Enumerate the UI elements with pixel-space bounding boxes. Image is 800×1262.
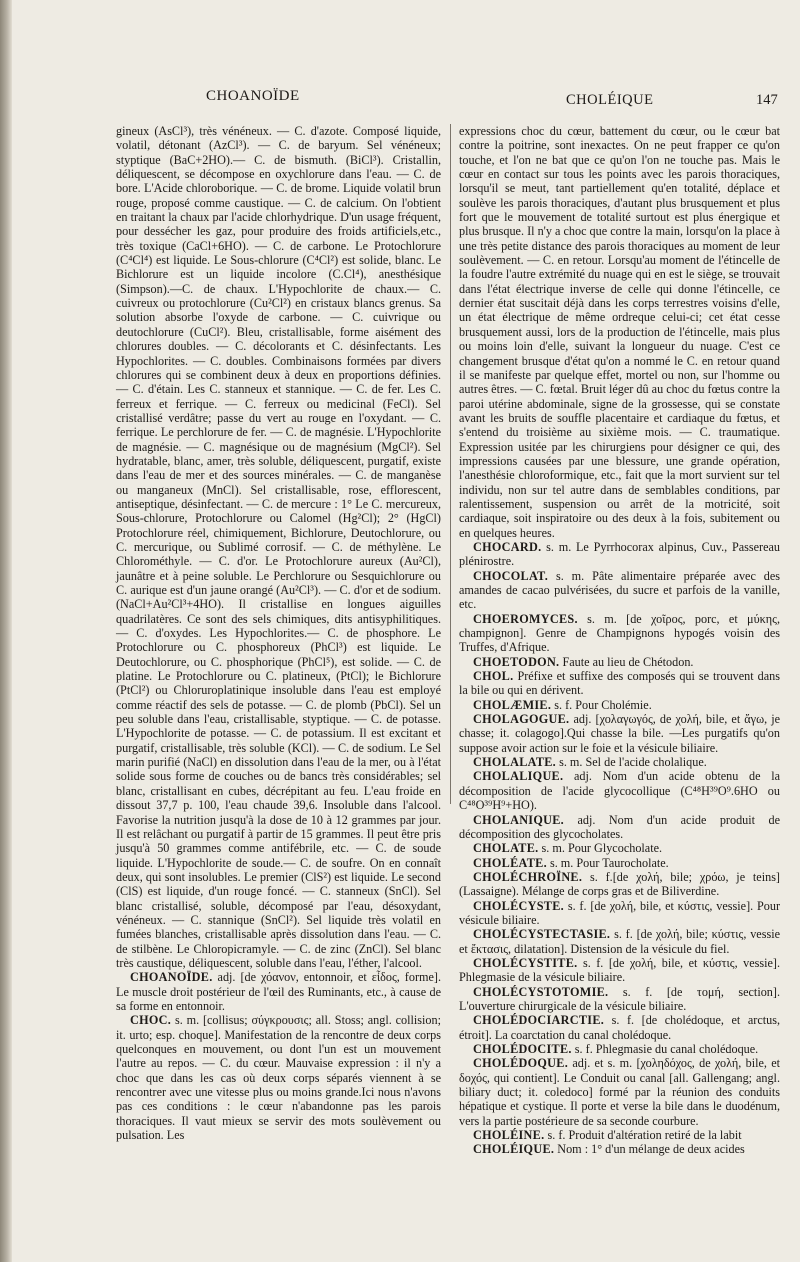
entry-body: s. m. Le Pyrrhocorax alpinus, Cuv., Passereau plénirostre. xyxy=(459,539,780,569)
entry-body: s. f.[de χολή, bile; χρόω, je teins] (Lassaigne). Mélange de corps gras et de Biliverdine. xyxy=(459,869,780,899)
entry-headword: CHOLÉDOQUE. xyxy=(473,1056,569,1071)
entry-headword: CHOLÉATE. xyxy=(473,855,547,870)
entry-headword: CHOLÉCYSTECTASIE. xyxy=(473,927,611,942)
dictionary-entry xyxy=(459,769,780,812)
book-binding-edge xyxy=(0,0,12,1262)
entry-headword: CHOLÉCYSTITE. xyxy=(473,955,578,970)
entry-headword: CHOC. xyxy=(130,1013,172,1028)
entry-headword: CHOLÉCYSTE. xyxy=(473,898,565,913)
dictionary-entry xyxy=(459,927,780,956)
dictionary-entry xyxy=(459,1013,780,1042)
entry-body: adj. [χολαγωγός, de χολή, bile, et ἄγω, je chasse; it. colagogo].Qui chasse la bile. —Les purgatifs qu'on suppose avoir action sur le foie et la vésicule biliaire. xyxy=(459,712,781,755)
right-continuation-text: expressions choc du cœur, battement du cœur, ou le cœur bat contre la poitrine, sont inexactes. On ne peut frapper ce qu'on touche, et l'on ne bat que ce qu'on l'on ne touche pas. Mais le cœur en contact sur tous les points avec les parois thoraciques, lorsqu'il se meut, tant partiellement qu'en totalité, déplace et soulève les parois thoraciques, d'autant plus brusquement et plus fort que le mouvement de totalité surtout est plus énergique et plus brusque. Il n'y a choc que contre la main, lorsqu'on la place à une très petite distance des parois thoraciques au moment de leur soulèvement. — C. en retour. Lorsqu'au moment de l'étincelle de la foudre l'autre extrémité du nuage qui en est le siège, se trouvait dans l'état électrique inverse de celle qui donne l'étincelle, ce dernier état suscitait déjà dans les corps terrestres voisins d'elle, un état électrique de même ordreque celui-ci; cet état cesse brusquement aussi, lors de la production de l'étincelle, mais plus ou moins loin d'elle, suivant la longueur du nuage. C'est ce changement brusque d'état qu'on a nommé le C. en retour quand il se manifeste par quelque effet, mortel ou non, sur l'homme ou autres êtres. — C. fœtal. Bruit léger dû au choc du fœtus contre la paroi utérine abdominale, signe de la grossesse, qui se constate avant les bruits de souffle placentaire et cardiaque du fœtus, et s'entend du troisième au sixième mois. — C. traumatique. Expression usitée par les chirurgiens pour désigner ce qui, des impressions causées par une blessure, une grande opération, l'anesthésie chloroformique, etc., fait que la mort survient sur tel individu, non sur tel autre dans de semblables conditions, par ralentissement, suspension ou arrêt de la motricité, soit cardiaque, soit inspiratoire ou des deux à la fois, subitement ou en quelques heures. xyxy=(459,124,780,540)
right-column xyxy=(459,124,780,1157)
entry-headword: CHOCARD. xyxy=(473,539,542,554)
entry-body: Préfixe et suffixe des composés qui se trouvent dans la bile ou qui en dérivent. xyxy=(459,669,780,698)
entry-body: adj. et s. m. [χοληδόχος, de χολή, bile, et δοχός, qui contient]. Le Conduit ou canal [all. Gallengang; angl. biliary duct; it. coledoco] formé par la réunion des conduits hépatique et cystique. Il porte et verse la bile dans le duodénum, vers la partie postérieure de sa seconde courbure. xyxy=(459,1056,780,1128)
entry-headword: CHOLAGOGUE. xyxy=(473,712,570,727)
dictionary-entry xyxy=(459,899,780,928)
header-right-title: CHOLÉIQUE xyxy=(566,92,654,108)
dictionary-entry xyxy=(459,985,780,1014)
dictionary-entry xyxy=(459,655,780,669)
entry-body: s. m. Pour Glycocholate. xyxy=(541,841,663,856)
entry-headword: CHOLÉDOCIARCTIE. xyxy=(473,1013,605,1028)
entry-headword: CHOLÉDOCITE. xyxy=(473,1042,572,1056)
entry-body: s. f. [de τομή, section]. L'ouverture chirurgicale de la vésicule biliaire. xyxy=(459,984,781,1013)
entry-headword: CHOLALIQUE. xyxy=(473,769,564,784)
entry-body: s. f. [de χολή, bile; κύστις, vessie et ἔκτασις, dilatation]. Distension de la vésicule du fiel. xyxy=(459,927,781,956)
entry-headword: CHOLATE. xyxy=(473,841,539,856)
dictionary-entry xyxy=(459,612,780,655)
entry-headword: CHOANOÏDE. xyxy=(130,970,213,985)
dictionary-entry xyxy=(459,856,780,870)
entry-body: s. f. Phlegmasie du canal cholédoque. xyxy=(574,1042,759,1056)
entry-headword: CHOLÉCYSTOTOMIE. xyxy=(473,984,609,999)
dictionary-entry xyxy=(459,698,780,712)
entry-headword: CHOL. xyxy=(473,669,514,684)
dictionary-entry xyxy=(459,1128,780,1142)
dictionary-entry xyxy=(459,669,780,698)
dictionary-entry xyxy=(116,1013,441,1142)
entry-headword: CHOCOLAT. xyxy=(473,568,549,583)
entry-headword: CHOEROMYCES. xyxy=(473,611,578,626)
entry-body: s. m. Sel de l'acide cholalique. xyxy=(559,755,707,770)
header-left-title: CHOANOÏDE xyxy=(206,88,300,104)
dictionary-entry xyxy=(459,1042,780,1056)
dictionary-entry xyxy=(459,956,780,985)
running-header xyxy=(0,88,800,112)
entry-body: s. f. [de χολή, bile, et κύστις, vessie]. Phlegmasie de la vésicule biliaire. xyxy=(459,955,781,985)
dictionary-entry xyxy=(459,712,780,755)
entry-headword: CHOLÆMIE. xyxy=(473,697,552,712)
entry-body: s. f. Produit d'altération retiré de la labit xyxy=(547,1128,742,1143)
dictionary-entry xyxy=(459,569,780,612)
entry-headword: CHOETODON. xyxy=(473,654,560,669)
dictionary-entry xyxy=(459,1056,780,1128)
entry-headword: CHOLANIQUE. xyxy=(473,812,564,827)
dictionary-entry xyxy=(116,970,441,1013)
entry-headword: CHOLÉINE. xyxy=(473,1128,545,1143)
entry-body: Faute au lieu de Chétodon. xyxy=(562,654,694,669)
entry-body: adj. Nom d'un acide obtenu de la décomposition de l'acide glycocollique (C⁴⁸H³⁹O⁹.6HO ou C⁴⁸O³⁹H⁹+HO). xyxy=(459,769,780,813)
entry-body: s. f. [de cholédoque, et arctus, étroit]. La coarctation du canal cholédoque. xyxy=(459,1013,781,1042)
dictionary-entry xyxy=(459,755,780,769)
dictionary-entry xyxy=(459,1142,780,1156)
entry-body: adj. Nom d'un acide produit de décomposition des glycocholates. xyxy=(459,812,780,841)
entry-body: s. f. Pour Cholémie. xyxy=(554,697,652,712)
entry-body: s. f. [de χολή, bile, et κύστις, vessie]. Pour vésicule biliaire. xyxy=(459,898,780,927)
left-continuation-text: gineux (AsCl³), très vénéneux. — C. d'azote. Composé liquide, volatil, détonant (AzCl³). — C. de baryum. Sel vénéneux; styptique (BaC+2HO).— C. de bismuth. (BiCl³). Cristallin, déliquescent, se décompose en oxychlorure dans l'eau. — C. de bore. L'Acide chloroborique. — C. de brome. Liquide volatil brun rouge, proposé comme caustique. — C. de calcium. On l'obtient en traitant la chaux par l'acide chlorhydrique. D'un usage fréquent, pour dessécher les gaz, pour produire des froids artificiels,etc., très toxique (CaCl+6HO). — C. de carbone. Le Protochlorure (C⁴Cl⁴) est liquide. Le Sous-chlorure (C⁴Cl²) est solide, blanc. Le Bichlorure est un liquide incolore (C.Cl⁴), anesthésique (Simpson).—C. de chaux. L'Hypochlorite de chaux.— C. cuivreux ou protochlorure (Cu²Cl²) en cristaux blancs grenus. Sa solution absorbe l'oxyde de carbone. — C. cuivrique ou deutochlorure (CuCl²). Bleu, cristallisable, forme aisément des chlorures doubles. — C. décolorants et C. désinfectants. Les Hypochlorites. — C. doubles. Combinaisons formées par divers chlorures qui se combinent deux à deux en proportions définies. — C. d'étain. Les C. stanneux et stannique. — C. de fer. Les C. ferreux et ferrique. — C. ferreux ou medicinal (FeCl). Sel cristallisé verdâtre; passe du vert au rouge en l'oxydant. — C. ferrique. Le perchlorure de fer. — C. de magnésie. L'Hypochlorite de magnésie. — C. magnésique ou de magnésium (MgCl²). Sel hydratable, blanc, amer, très soluble, déliquescent, purgatif, existe dans l'eau de mer et des sources minérales. — C. de manganèse ou manganeux (MnCl). Sel cristallisable, rose, efflorescent, antiseptique, désinfectant. — C. de mercure : 1° Le C. mercureux, Sous-chlorure, Protochlorure ou Calomel (Hg²Cl); 2° (HgCl) Protochlorure réel, chimiquement, Bichlorure, Deutochlorure, ou C. mercurique, ou Sublimé corrosif. — C. de méthylène. Le Chlorométhyle. — C. d'or. Le Protochlorure aureux (Au²Cl), jaunâtre et à peine soluble. Le Perchlorure ou Sesquichlorure ou C. aurique est d'un jaune orangé (Au²Cl³). — C. d'or et de sodium. (NaCl+Au²Cl³+4HO). Il cristallise en longues aiguilles quadrilatères. Ce sont des sels chimiques, dits antisyphilitiques. — C. d'oxydes. Les Hypochlorites.— C. de phosphore. Le Protochlorure ou C. phosphoreux (PhCl³) est liquide. Le Deutochlorure, ou C. phosphorique (PhCl⁵), est solide. — C. de platine. Le Protochlorure ou C. platineux, (PtCl); le Bichlorure (PtCl²) ou Chloruroplatinique insoluble dans l'eau est employé comme réactif des sels de potasse. — C. de plomb (PbCl). Sel un peu soluble dans l'eau, cristallisable, styptique. — C. de potasse. L'Hypochlorite de potasse. — C. de potassium. Il est excitant et purgatif, cristallisable, très soluble (KCl). — C. de sodium. Le Sel marin purifié (NaCl) en dissolution dans l'eau de la mer, ou à l'état solide sous forme de couches ou de bancs très considérables; sel blanc, cristallisant en cubes, décrépitant au feu. L'eau froide en dissout 37,7 p. 100, l'eau chaude 39,6. Insoluble dans l'alcool. Favorise la nutrition jusqu'à la dose de 10 à 12 grammes par jour. Il est relâchant ou purgatif à partir de 15 grammes. Il peut être pris jusqu'à 50 grammes comme antifébrile, etc. — C. de soude liquide. L'Hypochlorite de soude.— C. de soufre. On en connaît deux, qui sont insolubles. Le premier (ClS²) est liquide. Le second (ClS) est liquide, d'un rouge foncé. — C. stanneux (SnCl). Sel blanc cristallisé, soluble, décomposé par l'eau, désoxydant, vénéneux. — C. stannique (SnCl²). Sel liquide très volatil en fumées blanches, cristallisable après dissolution dans l'eau. — C. de stilbène. Le Chloropicramyle. — C. de zinc (ZnCl). Sel blanc très caustique, déliquescent, soluble dans l'eau, l'éther, l'alcool. xyxy=(116,124,441,970)
page-number: 147 xyxy=(756,92,778,108)
dictionary-entry xyxy=(459,870,780,899)
entry-headword: CHOLÉCHROÏNE. xyxy=(473,869,583,884)
entry-body: s. m. Pâte alimentaire préparée avec des amandes de cacao pulvérisées, du sucre et parfois de la vanille, etc. xyxy=(459,568,781,612)
entry-headword: CHOLALATE. xyxy=(473,755,557,770)
left-column xyxy=(116,124,441,1142)
entry-body: s. m. [de χοῖρος, porc, et μύκης, champignon]. Genre de Champignons hypogés voisin des Truffes, d'Afrique. xyxy=(459,611,780,655)
dictionary-entry xyxy=(459,813,780,842)
dictionary-entry xyxy=(459,540,780,569)
entry-body: Nom : 1° d'un mélange de deux acides xyxy=(557,1142,745,1157)
entry-body: s. m. Pour Taurocholate. xyxy=(549,855,669,870)
entry-body: adj. [de χόανον, entonnoir, et εἶδος, forme]. Le muscle droit postérieur de l'œil des Ruminants, etc., à cause de sa forme en entonnoir. xyxy=(116,970,442,1013)
entry-body: s. m. [collisus; σύγκρουσις; all. Stoss; angl. collision; it. urto; esp. choque]. Manifestation de la rencontre de deux corps quelconques en mouvement, ou dont l'un est un mouvement l'autre au repos. — C. du cœur. Mauvaise expression : il n'y a choc que dans les cas où deux corps séparés viennent à se rencontrer avec une vitesse plus ou moins grande.Ici nous n'avons pas ces conditions : le cœur n'abandonne pas les parois thoraciques. Il vaut mieux se servir des mots soulèvement ou pulsation. Les xyxy=(116,1013,442,1143)
dictionary-entry xyxy=(459,841,780,855)
column-divider xyxy=(450,124,451,804)
entry-headword: CHOLÉIQUE. xyxy=(473,1142,555,1157)
